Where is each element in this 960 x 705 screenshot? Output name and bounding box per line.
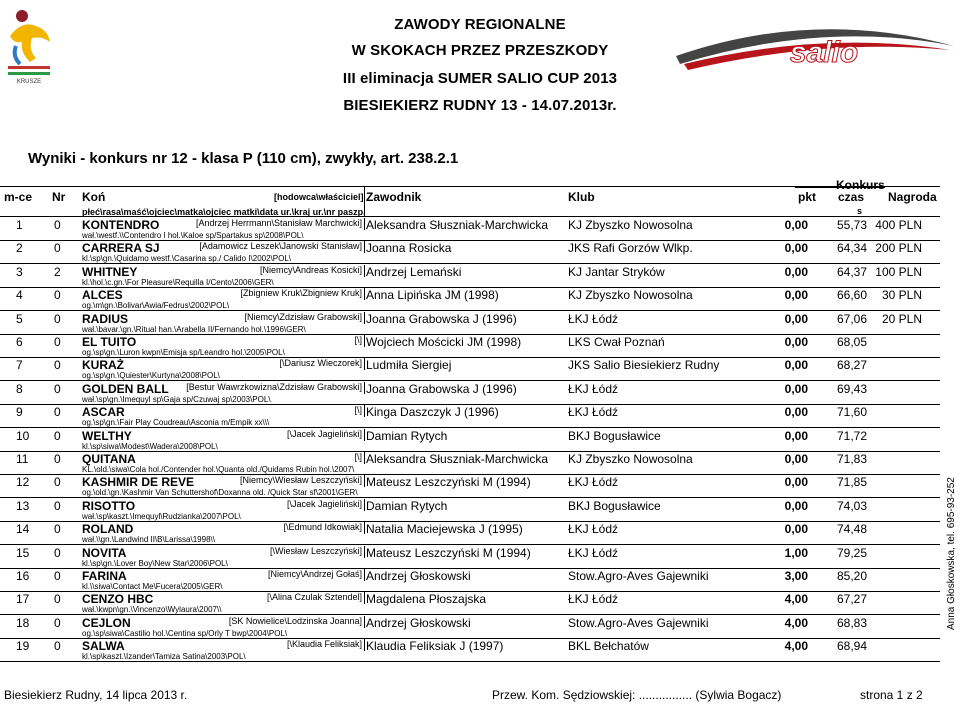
cell-points: 0,00	[784, 475, 808, 490]
cell-place: 9	[16, 405, 23, 420]
cell-club: BKJ Bogusławice	[568, 498, 661, 513]
table-row	[0, 592, 940, 615]
cell-number: 0	[54, 522, 61, 537]
owner-divider	[364, 639, 365, 651]
cell-time: 68,05	[836, 335, 867, 349]
cell-points: 0,00	[784, 498, 808, 513]
cell-points: 1,00	[784, 545, 808, 560]
cell-horse-name: FARINA	[82, 569, 127, 583]
cell-owner: [\Klaudia Feliksiak]	[286, 639, 362, 650]
cell-place: 14	[16, 522, 30, 537]
table-row	[0, 265, 940, 288]
cell-horse-name: WHITNEY	[82, 264, 138, 279]
owner-divider	[364, 616, 365, 628]
cell-pedigree: og.\sp\gn.\Luron kwpn\Emisja sp/Leandro hol.\2005\POL\	[82, 348, 285, 357]
cell-club: LKS Cwał Poznań	[568, 335, 665, 349]
cell-club: KJ Jantar Stryków	[568, 264, 665, 279]
cell-club: ŁKJ Łódź	[568, 545, 619, 560]
cell-number: 0	[54, 452, 61, 466]
cell-time: 68,94	[836, 639, 867, 654]
table-row	[0, 546, 940, 569]
cell-prize: 20 PLN	[881, 311, 922, 326]
cell-place: 2	[16, 241, 23, 256]
cell-points: 0,00	[784, 522, 808, 537]
cell-time: 68,27	[836, 358, 867, 373]
cell-number: 0	[54, 569, 61, 583]
cell-owner: [\Edmund Idkowiak]	[283, 522, 362, 533]
cell-pedigree: og.\old.\gn.\Kashmir Van Schuttershof\Doxanna old. /Quick Star sf\2001\GER\	[82, 488, 358, 498]
konkurs-rule	[795, 187, 885, 188]
cell-club: Stow.Agro-Aves Gajewniki	[568, 615, 709, 630]
side-contact: Anna Głoskowska, tel. 695-93-252	[946, 477, 957, 630]
table-row	[0, 522, 940, 545]
col-club: Klub	[568, 190, 595, 204]
table-row	[0, 639, 940, 662]
cell-rider: Joanna Grabowska J (1996)	[366, 381, 517, 396]
cell-pedigree: og.\sp\siwa\Castilio hol.\Centina sp/Orly T bwp\2004\POL\	[82, 628, 288, 638]
cell-rider: Andrzej Głoskowski	[366, 569, 471, 583]
cell-pedigree: kl.\sp\siwa\Modest\Wadera\2008\POL\	[82, 441, 218, 451]
cell-owner: [Andrzej Herrmann\Stanisław Marchwicki]	[195, 218, 362, 228]
cell-time: 71,85	[836, 475, 867, 490]
cell-number: 0	[54, 218, 61, 232]
cell-horse-name: KASHMIR DE REVE	[82, 475, 195, 490]
col-czas: czas	[838, 190, 865, 204]
cell-club: KJ Zbyszko Nowosolna	[568, 452, 693, 466]
cell-number: 0	[54, 405, 61, 420]
cell-rider: Aleksandra Słuszniak-Marchwicka	[366, 218, 549, 232]
cell-place: 18	[16, 615, 30, 630]
cell-number: 0	[54, 428, 61, 443]
cell-horse-name: WELTHY	[82, 428, 132, 443]
table-row	[0, 616, 940, 639]
cell-club: ŁKJ Łódź	[568, 592, 619, 607]
owner-divider	[364, 312, 365, 324]
cell-number: 0	[54, 545, 61, 560]
footer-page: strona 1 z 2	[860, 688, 923, 702]
cell-horse-name: ROLAND	[82, 522, 134, 537]
cell-horse-name: GOLDEN BALL	[82, 381, 169, 396]
owner-divider	[364, 429, 365, 441]
cell-time: 64,37	[836, 264, 867, 279]
title-line-4: BIESIEKIERZ RUDNY 13 - 14.07.2013r.	[343, 97, 617, 114]
cell-pedigree: og.\m\gn.\Bolivar\Awia/Fedrus\2002\POL\	[82, 301, 230, 311]
cell-horse-name: EL TUITO	[82, 335, 137, 349]
owner-divider	[364, 288, 365, 300]
cell-horse-name: QUITANA	[82, 452, 136, 466]
competition-subtitle: Wyniki - konkurs nr 12 - klasa P (110 cm), zwykły, art. 238.2.1	[28, 150, 459, 167]
table-row	[0, 405, 940, 428]
cell-owner: [\Jacek Jagieliński]	[286, 428, 362, 439]
table-row	[0, 475, 940, 498]
owner-divider	[364, 358, 365, 370]
cell-rider: Mateusz Leszczyński M (1994)	[366, 545, 531, 560]
cell-horse-name: CENZO HBC	[82, 592, 154, 607]
cell-horse-name: CARRERA SJ	[82, 241, 160, 256]
cell-pedigree: kl.\\siwa\Contact Me\Fucera\2005\GER\	[82, 582, 223, 591]
cell-pedigree: kl.\sp\gn.\Lover Boy\New Star\2006\POL\	[82, 558, 228, 568]
owner-divider	[364, 475, 365, 487]
cell-owner: [SK Nowielice\Lodzinska Joanna]	[228, 615, 362, 626]
cell-owner: [\]	[354, 405, 362, 416]
cell-time: 71,72	[836, 428, 867, 443]
cell-place: 1	[16, 218, 23, 232]
cell-number: 0	[54, 639, 61, 654]
row-rule	[0, 661, 940, 662]
owner-divider	[364, 382, 365, 394]
cell-pedigree: KL.\old.\siwa\Cola hol./Contender hol.\Quanta old./Quidams Rubin hol.\2007\	[82, 465, 355, 474]
cell-time: 67,06	[836, 311, 867, 326]
cell-club: JKS Rafi Gorzów Wlkp.	[568, 241, 693, 256]
cell-club: BKL Bełchatów	[568, 639, 649, 654]
cell-number: 0	[54, 288, 61, 303]
cell-time: 74,48	[836, 522, 867, 537]
table-row	[0, 382, 940, 405]
cell-horse-name: NOVITA	[82, 545, 127, 560]
owner-divider	[364, 452, 365, 464]
cell-number: 2	[54, 264, 61, 279]
cell-points: 0,00	[784, 264, 808, 279]
cell-pedigree: kl.\sp\kaszt.\Izander\Tamiza Satina\2003\POL\	[82, 652, 246, 662]
cell-pedigree: kl.\hol.\c.gn.\For Pleasure\Requilla I/Cento\2006\GER\	[82, 277, 274, 287]
cell-points: 0,00	[784, 288, 808, 303]
cell-club: BKJ Bogusławice	[568, 428, 661, 443]
owner-divider	[364, 569, 365, 581]
cell-number: 0	[54, 498, 61, 513]
col-rider: Zawodnik	[366, 190, 422, 204]
cell-place: 15	[16, 545, 30, 560]
owner-divider	[364, 546, 365, 558]
cell-owner: [Bestur Wawrzkowizna\Zdzisław Grabowski]	[186, 381, 362, 392]
cell-place: 16	[16, 569, 30, 583]
owner-divider	[364, 265, 365, 277]
cell-rider: Natalia Maciejewska J (1995)	[366, 522, 523, 537]
col-pedigree: płeć\rasa\maść\ojciec\matka\ojciec matki\data ur.\kraj ur.\nr paszp.	[82, 207, 366, 217]
cell-place: 5	[16, 311, 23, 326]
cell-points: 3,00	[784, 569, 808, 583]
table-row	[0, 358, 940, 381]
cell-time: 55,73	[836, 218, 867, 232]
cell-number: 0	[54, 311, 61, 326]
col-nr: Nr	[52, 190, 66, 204]
cell-club: ŁKJ Łódź	[568, 475, 619, 490]
cell-rider: Kinga Daszczyk J (1996)	[366, 405, 499, 420]
cell-club: Stow.Agro-Aves Gajewniki	[568, 569, 709, 583]
cell-rider: Mateusz Leszczyński M (1994)	[366, 475, 531, 490]
cell-owner: [\Alina Czulak Sztendel]	[266, 592, 362, 603]
cell-owner: [\]	[354, 335, 362, 345]
owner-divider	[364, 241, 365, 253]
konkurs-header: Konkurs	[836, 178, 885, 192]
cell-place: 7	[16, 358, 23, 373]
cell-place: 11	[16, 452, 29, 466]
cell-owner: [Niemcy\Andrzej Gołaś]	[267, 569, 362, 579]
cell-rider: Damian Rytych	[366, 498, 448, 513]
table-row	[0, 452, 940, 475]
title-line-1: ZAWODY REGIONALNE	[394, 16, 566, 33]
cell-rider: Anna Lipińska JM (1998)	[366, 288, 499, 303]
cell-club: ŁKJ Łódź	[568, 405, 619, 420]
cell-horse-name: KONTENDRO	[82, 218, 160, 232]
cell-time: 66,60	[836, 288, 867, 303]
cell-pedigree: og.\sp\gn.\Fair Play Coudreau\Asconia m/Empik xx\\\	[82, 418, 270, 428]
footer-date: Biesiekierz Rudny, 14 lipca 2013 r.	[4, 688, 188, 702]
cell-rider: Klaudia Feliksiak J (1997)	[366, 639, 504, 654]
cell-rider: Aleksandra Słuszniak-Marchwicka	[366, 452, 549, 466]
cell-owner: [Zbigniew Kruk\Zbigniew Kruk]	[240, 288, 362, 299]
cell-horse-name: RISOTTO	[82, 498, 136, 513]
cell-time: 74,03	[836, 498, 867, 513]
cell-place: 19	[16, 639, 30, 654]
col-mce: m-ce	[4, 190, 33, 204]
cell-rider: Damian Rytych	[366, 428, 448, 443]
cell-horse-name: SALWA	[82, 639, 125, 654]
title-line-3: III eliminacja SUMER SALIO CUP 2013	[342, 70, 618, 87]
col-nagroda: Nagroda	[888, 190, 937, 204]
cell-rider: Andrzej Lemański	[366, 264, 462, 279]
cell-owner: [\]	[354, 452, 362, 462]
cell-pedigree: og.\sp\gn.\Quiester\Kurtyna\2008\POL\	[82, 371, 220, 381]
owner-divider	[364, 522, 365, 534]
col-owner: [hodowca\właściciel]	[274, 192, 364, 202]
cell-number: 0	[54, 358, 61, 373]
cell-time: 64,34	[836, 241, 867, 256]
cell-club: ŁKJ Łódź	[568, 311, 619, 326]
cell-time: 71,83	[836, 452, 867, 466]
table-row	[0, 218, 940, 241]
title-line-2: W SKOKACH PRZEZ PRZESZKODY	[351, 42, 609, 59]
cell-number: 0	[54, 241, 61, 256]
cell-points: 0,00	[784, 405, 808, 420]
owner-divider	[364, 592, 365, 604]
cell-points: 0,00	[784, 428, 808, 443]
cell-club: KJ Zbyszko Nowosolna	[568, 288, 693, 303]
cell-prize: 400 PLN	[875, 218, 922, 232]
cell-place: 6	[16, 335, 23, 349]
cell-time: 67,27	[836, 592, 867, 607]
cell-points: 0,00	[784, 452, 808, 466]
cell-place: 12	[16, 475, 30, 490]
cell-place: 17	[16, 592, 30, 607]
cell-points: 4,00	[784, 639, 808, 654]
cell-time: 69,43	[836, 381, 867, 396]
cell-place: 8	[16, 381, 23, 396]
cell-owner: [\Wiesław Leszczyński]	[269, 545, 362, 556]
table-row	[0, 312, 940, 335]
table-row	[0, 335, 940, 358]
col-pkt: pkt	[798, 190, 816, 204]
owner-divider	[364, 405, 365, 417]
cell-time: 85,20	[836, 569, 867, 583]
cell-place: 3	[16, 264, 23, 279]
cell-rider: Wojciech Mościcki JM (1998)	[366, 335, 522, 349]
svg-text:salio: salio	[789, 36, 859, 69]
cell-number: 0	[54, 475, 61, 490]
cell-club: KJ Zbyszko Nowosolna	[568, 218, 693, 232]
cell-points: 0,00	[784, 218, 808, 232]
owner-divider	[364, 335, 365, 347]
cell-owner: [Adamowicz Leszek\Janowski Stanisław]	[199, 241, 362, 252]
table-row	[0, 241, 940, 264]
cell-rider: Joanna Grabowska J (1996)	[366, 311, 517, 326]
cell-number: 0	[54, 592, 61, 607]
cell-horse-name: ALCES	[82, 288, 123, 303]
cell-pedigree: kl.\sp\gn.\Quidamo westf.\Casarina sp./ Calido I\2002\POL\	[82, 254, 291, 264]
cell-club: ŁKJ Łódź	[568, 522, 619, 537]
header-bottom-rule	[0, 216, 940, 217]
cell-points: 0,00	[784, 358, 808, 373]
cell-club: JKS Salio Biesiekierz Rudny	[568, 358, 720, 373]
table-row	[0, 569, 940, 592]
cell-club: ŁKJ Łódź	[568, 381, 619, 396]
cell-points: 0,00	[784, 311, 808, 326]
footer-judge: Przew. Kom. Sędziowskiej: ................ (Sylwia Bogacz)	[492, 688, 782, 702]
cell-place: 13	[16, 498, 30, 513]
cell-owner: [Niemcy\Zdzisław Grabowski]	[244, 311, 362, 322]
cell-prize: 30 PLN	[881, 288, 922, 303]
cell-number: 0	[54, 381, 61, 396]
cell-horse-name: KURAŻ	[82, 358, 124, 373]
cell-rider: Joanna Rosicka	[366, 241, 452, 256]
cell-points: 4,00	[784, 592, 808, 607]
cell-pedigree: wał.\sp\kaszt.\Imequyl\Rudzianka\2007\POL\	[82, 511, 241, 521]
cell-time: 68,83	[836, 615, 867, 630]
cell-number: 0	[54, 335, 61, 349]
cell-points: 0,00	[784, 381, 808, 396]
col-s: s	[857, 206, 863, 216]
cell-horse-name: RADIUS	[82, 311, 129, 326]
cell-rider: Andrzej Głoskowski	[366, 615, 471, 630]
cell-place: 4	[16, 288, 23, 303]
cell-pedigree: wał.\kwpn\gn.\Vincenzo\Wylaura\2007\\	[82, 605, 222, 615]
cell-points: 0,00	[784, 335, 808, 349]
rider-col-rule	[364, 186, 365, 216]
cell-place: 10	[16, 428, 30, 443]
cell-time: 79,25	[836, 545, 867, 560]
cell-rider: Ludmiła Siergiej	[366, 358, 452, 373]
cell-pedigree: wał.\\gn.\Landwind II\B\Larissa\1998\\	[82, 535, 215, 545]
cell-points: 0,00	[784, 241, 808, 256]
cell-pedigree: wał.\westf.\\Contendro I hol.\Kaloe sp/Spartakus sp\2008\POL\	[82, 231, 304, 240]
table-row	[0, 288, 940, 311]
owner-divider	[364, 499, 365, 511]
cell-owner: [\Jacek Jagieliński]	[286, 498, 362, 509]
cell-rider: Magdalena Płoszajska	[366, 592, 487, 607]
table-row	[0, 499, 940, 522]
table-row	[0, 429, 940, 452]
cell-horse-name: CEJLON	[82, 615, 131, 630]
cell-number: 0	[54, 615, 61, 630]
cell-prize: 200 PLN	[875, 241, 922, 256]
cell-prize: 100 PLN	[875, 264, 922, 279]
cell-owner: [Niemcy\Wiesław Leszczyński]	[239, 475, 362, 486]
cell-horse-name: ASCAR	[82, 405, 125, 420]
owner-divider	[364, 218, 365, 230]
cell-pedigree: wał.\sp\gn.\Imequyl sp\Gaja sp/Czuwaj sp\2003\POL\	[82, 394, 271, 404]
col-horse: Koń	[82, 190, 106, 204]
cell-owner: [Niemcy\Andreas Kosicki]	[259, 264, 362, 275]
svg-text:KRUSZE: KRUSZE	[16, 79, 42, 84]
cell-points: 4,00	[784, 615, 808, 630]
cell-owner: [\Dariusz Wieczorek]	[279, 358, 362, 369]
cell-time: 71,60	[836, 405, 867, 420]
cell-pedigree: wał.\bavar.\gn.\Ritual han.\Arabella II/Fernando hol.\1996\GER\	[82, 324, 306, 334]
